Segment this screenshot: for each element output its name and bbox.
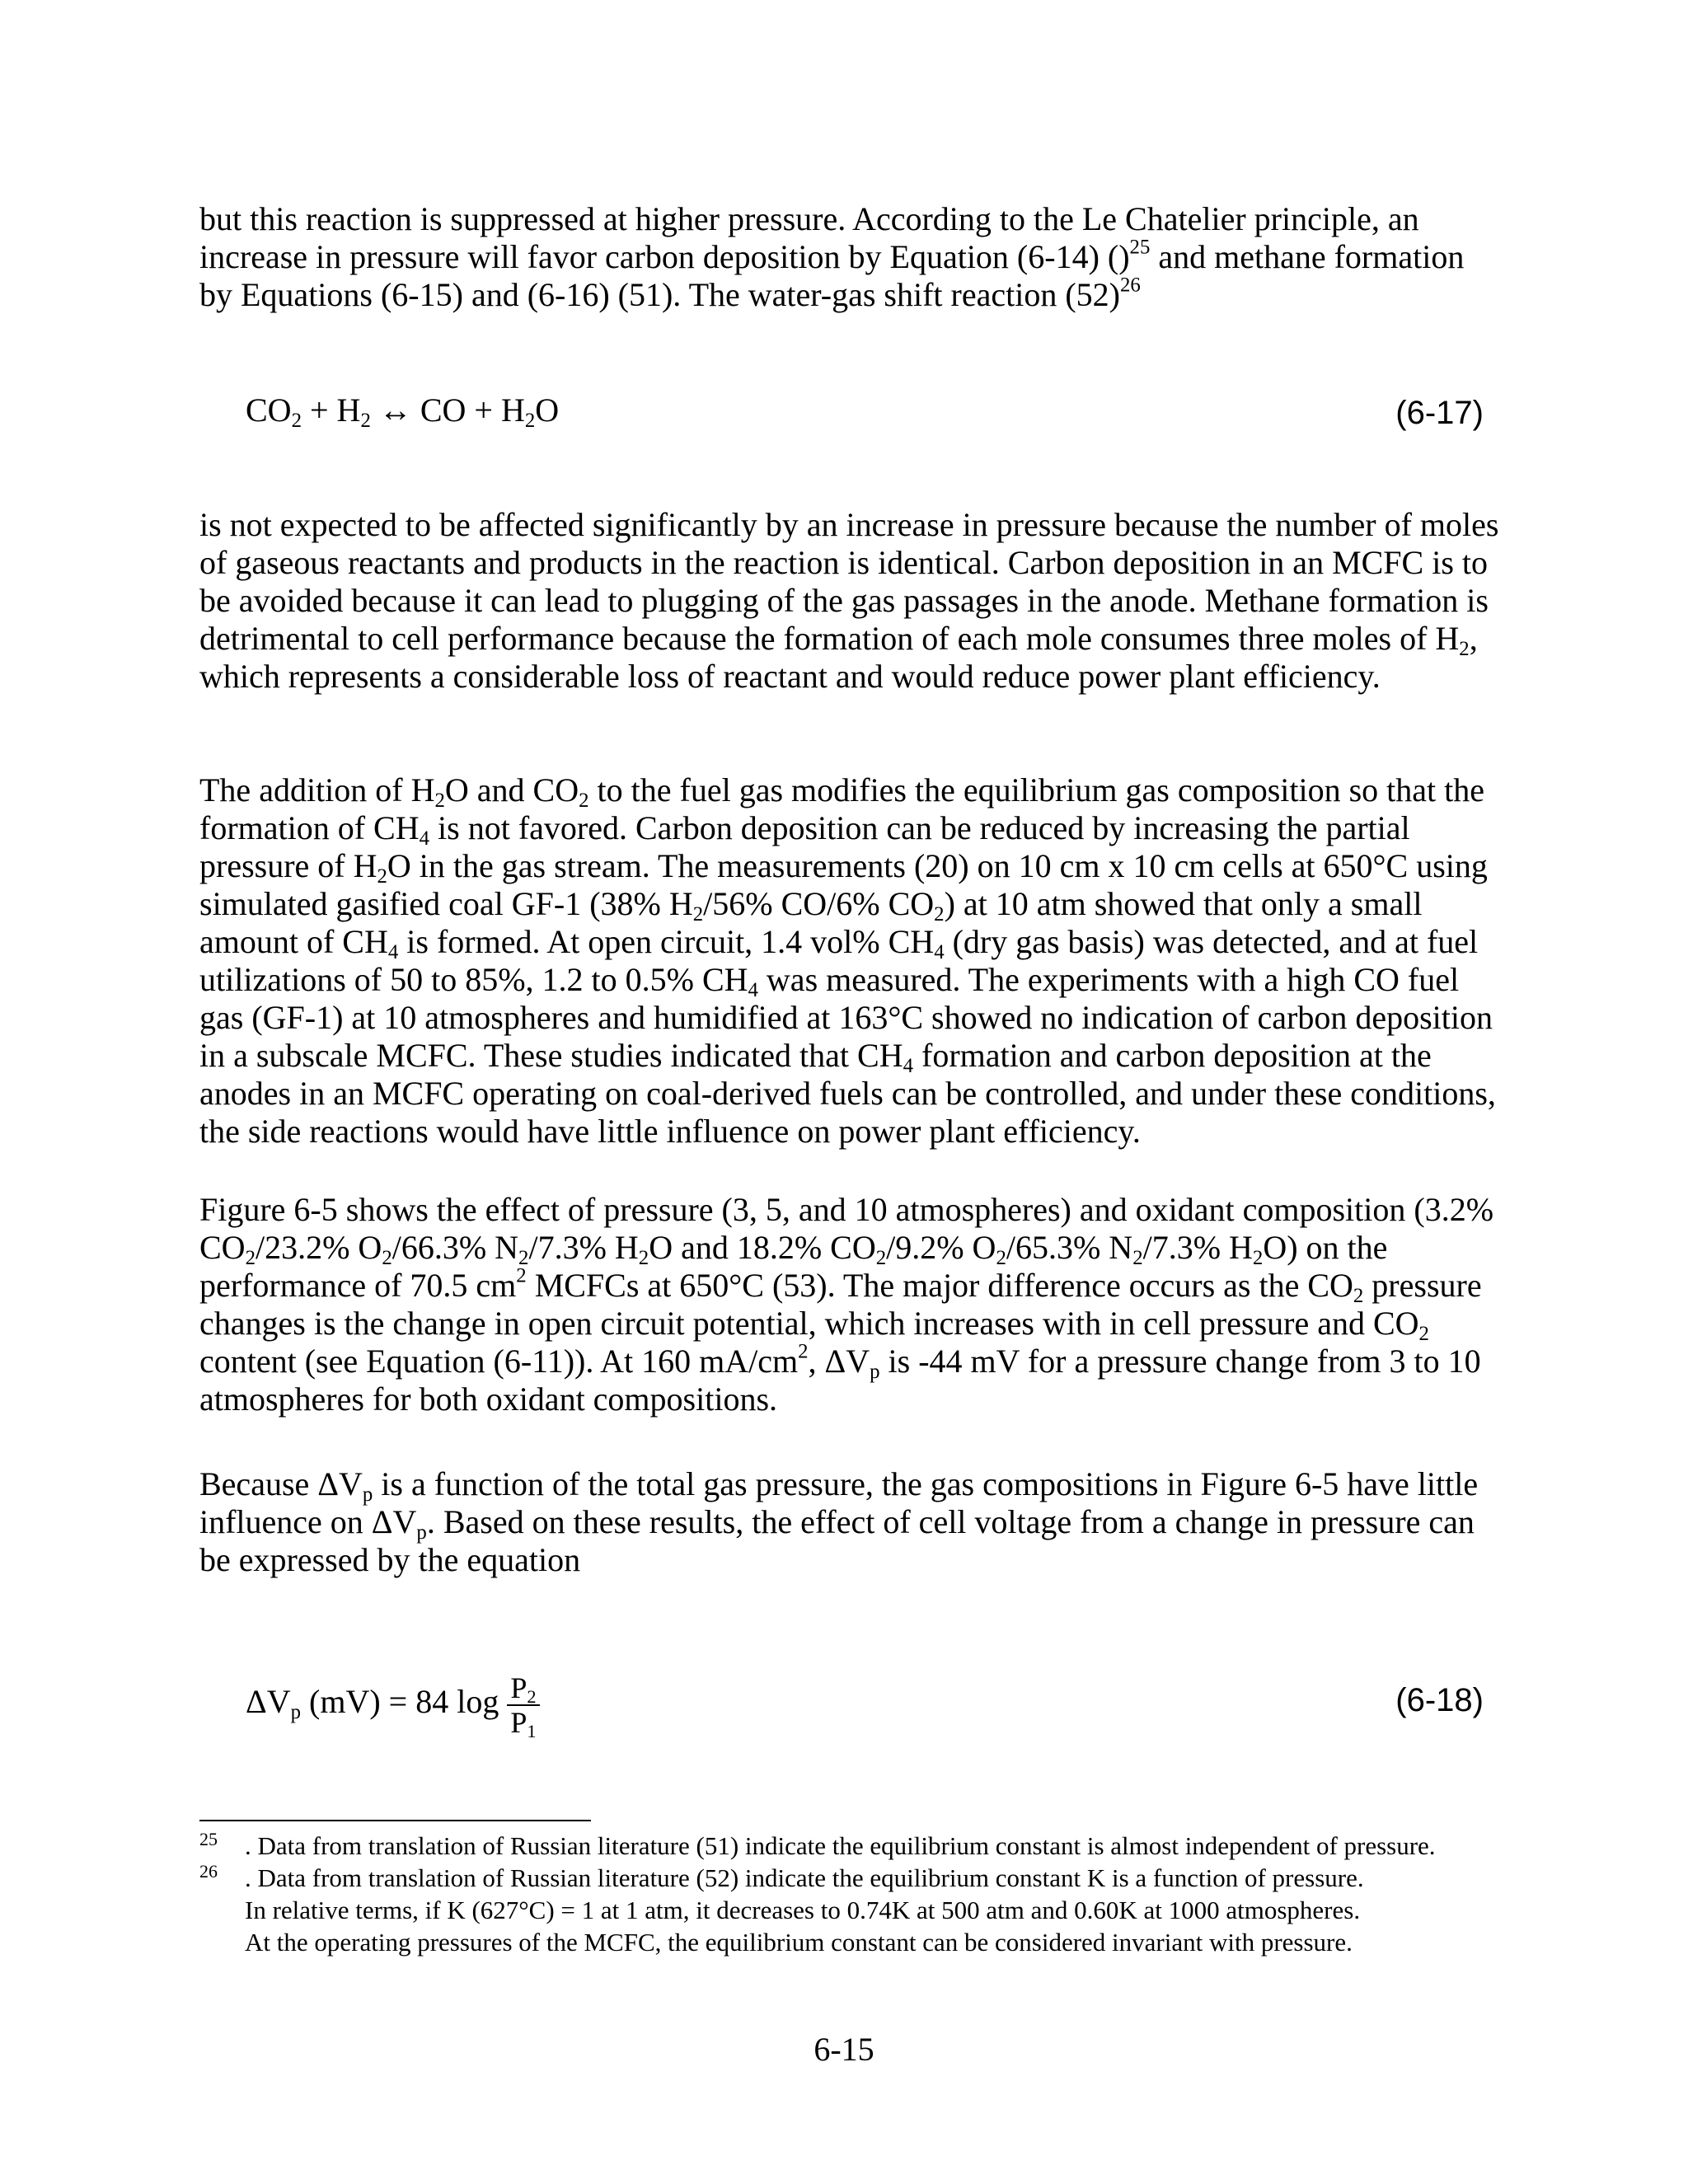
fraction-denominator: $P_1$ xyxy=(510,1706,537,1742)
equation-6-17: $CO_2 + H_2$ ↔ CO + $H_2O$ xyxy=(246,391,560,432)
equation-6-18: $\Delta V_p$ (mV) = 84 log $\frac{P_2}{P_1}$ xyxy=(246,1671,540,1739)
paragraph-figure-6-5: Figure 6-5 shows the effect of pressure (3, 5, and 10 atmospheres) and oxidant composition (3.2% $CO_2/23.2\%$ $O_2/66.3\%$ $N_2/7.3\%$ $H_2O$ and 18.2% $CO_2/9.2\%$ $O_2/65.3\%$ $N_2/7.3\%$ $H_2O$) on the performance of 70.5 $cm^2$ MCFCs at 650°C (53). The major difference occurs as the $CO_2$ pressure changes is the change in open circuit potential, which increases with in cell pressure and $CO_2$ content (see Equation (6-11)). At 160 $mA/cm^2$, $\Delta V_p$ is -44 mV for a pressure change from 3 to 10 atmospheres for both oxidant compositions. xyxy=(199,1191,1494,1418)
page-number: 6-15 xyxy=(814,2031,874,2068)
footnote-ref-26[interactable]: 26 xyxy=(1120,274,1141,297)
footnote-26: 26 . Data from translation of Russian literature (52) indicate the equilibrium constant K is a function of pressure. xyxy=(199,1862,1518,1894)
footnote-26-line-2: In relative terms, if K (627°C) = 1 at 1 atm, it decreases to 0.74K at 500 atm and 0.60K at 1000 atmospheres. xyxy=(245,1896,1361,1924)
footnote-mark: 26 xyxy=(199,1861,218,1882)
footnotes xyxy=(199,1830,1518,1958)
equation-number-6-17: (6-17) xyxy=(1395,395,1484,431)
paragraph-shift-reaction: is not expected to be affected significantly by an increase in pressure because the number of moles of gaseous reactants and products in the reaction is identical. Carbon deposition in an MCFC is to be avoided because it can lead to plugging of the gas passages in the anode. Methane formation is detrimental to cell performance because the formation of each mole consumes three moles of $H_2$, which represents a considerable loss of reactant and would reduce power plant efficiency. xyxy=(199,506,1499,695)
equation-number-6-18: (6-18) xyxy=(1395,1682,1484,1718)
paragraph-delta-vp: Because $\Delta V_p$ is a function of the total gas pressure, the gas compositions in Figure 6-5 have little influence on $\Delta V_p$. Based on these results, the effect of cell voltage from a change in pressure can be expressed by the equation xyxy=(199,1465,1479,1578)
footnote-separator xyxy=(199,1820,591,1821)
paragraph-le-chatelier: but this reaction is suppressed at higher pressure. According to the Le Chatelier principle, an increase in pressure will favor carbon deposition by Equation (6-14) ()$^{25}$ and methane formation by Equations (6-15) and (6-16) (51). The water-gas shift reaction $(52)^{26}$ xyxy=(199,200,1465,313)
footnote-25: 25 . Data from translation of Russian literature (51) indicate the equilibrium constant is almost independent of pressure. xyxy=(199,1830,1518,1862)
footnote-mark: 25 xyxy=(199,1829,218,1849)
footnote-26-line-3: At the operating pressures of the MCFC, the equilibrium constant can be considered invariant with pressure. xyxy=(245,1928,1353,1957)
pressure-ratio-fraction xyxy=(507,1671,539,1742)
paragraph-carbon-deposition: The addition of $H_2O$ and $CO_2$ to the fuel gas modifies the equilibrium gas composition so that the formation of $CH_4$ is not favored. Carbon deposition can be reduced by increasing the partial pressure of $H_2O$ in the gas stream. The measurements (20) on 10 cm x 10 cm cells at 650°C using simulated gasified coal GF-1 (38% $H_2/56\%$ CO/6% $CO_2$) at 10 atm showed that only a small amount of $CH_4$ is formed. At open circuit, 1.4 vol% $CH_4$ (dry gas basis) was detected, and at fuel utilizations of 50 to 85%, 1.2 to 0.5% $CH_4$ was measured. The experiments with a high CO fuel gas (GF-1) at 10 atmospheres and humidified at 163°C showed no indication of carbon deposition in a subscale MCFC. These studies indicated that $CH_4$ formation and carbon deposition at the anodes in an MCFC operating on coal-derived fuels can be controlled, and under these conditions, the side reactions would have little influence on power plant efficiency. xyxy=(199,771,1496,1150)
fraction-numerator: $P_2$ xyxy=(507,1671,539,1706)
footnote-ref-25[interactable]: 25 xyxy=(1129,236,1151,259)
